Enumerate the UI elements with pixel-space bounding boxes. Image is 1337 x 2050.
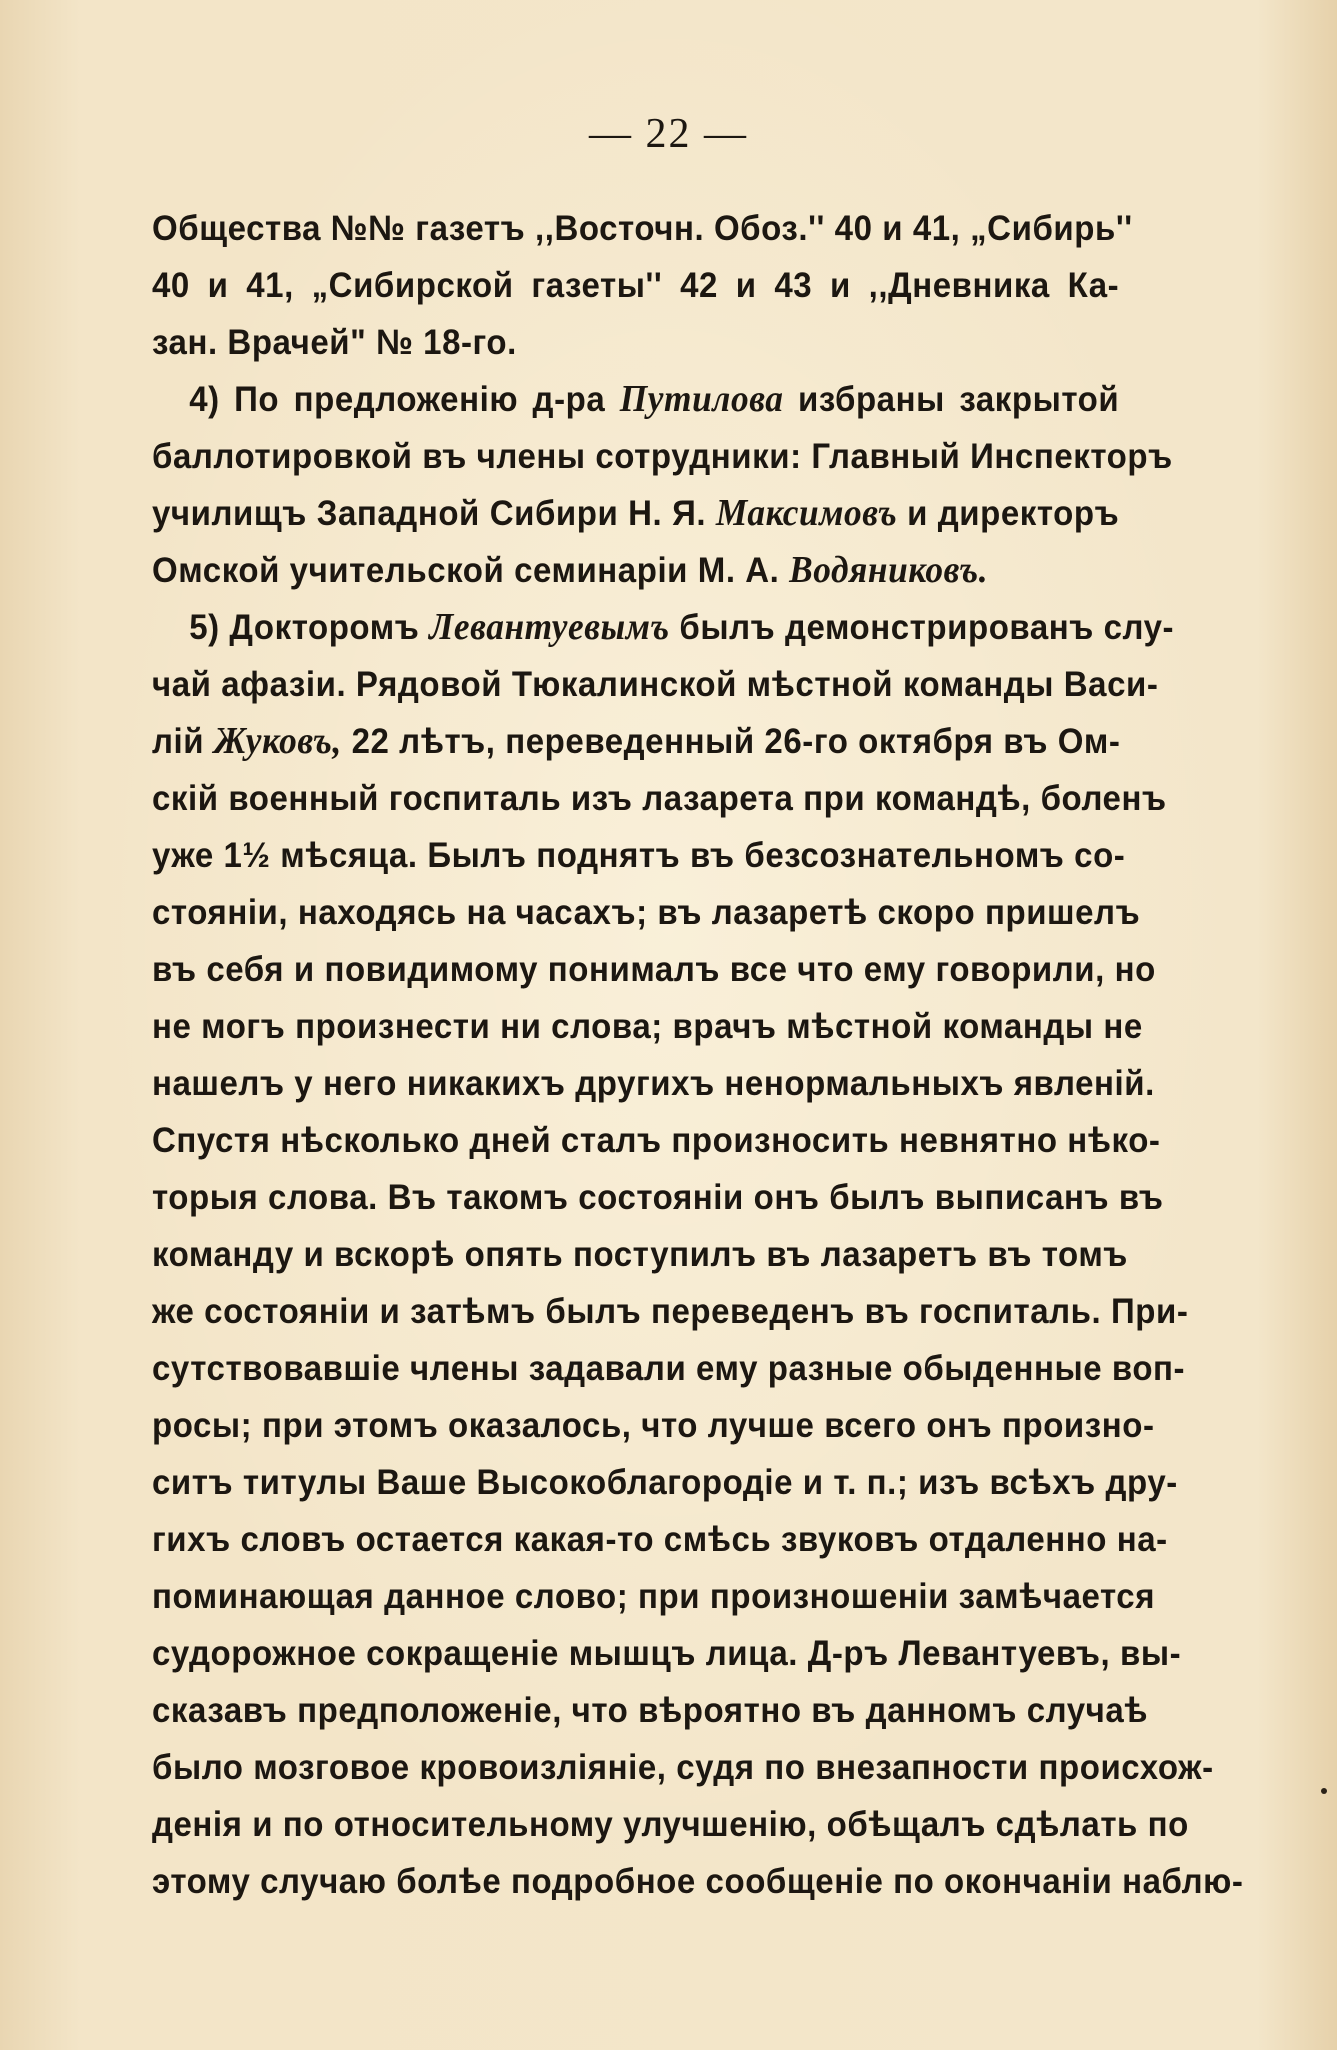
- text-segment: чай афазіи. Рядовой Тюкалинской мѣстной команды Васи-: [152, 664, 1159, 704]
- text-line: [152, 770, 1167, 827]
- text-line: [152, 1796, 1189, 1853]
- text-line: [152, 1112, 1161, 1169]
- text-segment: сутствовавшіе члены задавали ему разные обыденные воп-: [152, 1348, 1186, 1388]
- text-line: [152, 656, 1159, 713]
- text-line: [152, 713, 1119, 770]
- italic-name: Левантуевымъ: [429, 606, 670, 648]
- text-segment: Общества №№ газетъ ,,Восточн. Обоз.'' 40 и 41, „Сибирь'': [152, 208, 1133, 248]
- text-segment: команду и вскорѣ опять поступилъ въ лазаретъ въ томъ: [152, 1234, 1128, 1274]
- text-segment: избраны закрытой: [783, 379, 1120, 419]
- text-line: [152, 599, 1175, 656]
- text-segment: же состояніи и затѣмъ былъ переведенъ въ госпиталь. При-: [152, 1291, 1189, 1331]
- text-line: [152, 1055, 1155, 1112]
- text-line: [152, 998, 1143, 1055]
- text-segment: скій военный госпиталь изъ лазарета при командѣ, боленъ: [152, 778, 1167, 818]
- text-segment: поминающая данное слово; при произношеніи замѣчается: [152, 1576, 1156, 1616]
- text-line: [152, 1169, 1164, 1226]
- text-segment: нашелъ у него никакихъ другихъ ненормальныхъ явленій.: [152, 1063, 1155, 1103]
- text-segment: училищъ Западной Сибири Н. Я.: [152, 493, 716, 533]
- body-text: [152, 200, 1244, 1910]
- text-segment: денія и по относительному улучшенію, обѣщалъ сдѣлать по: [152, 1804, 1189, 1844]
- text-line: [152, 1568, 1156, 1625]
- italic-name: Жуковъ,: [213, 720, 342, 762]
- text-line: [152, 1739, 1214, 1796]
- text-segment: гихъ словъ остается какая-то смѣсь звуковъ отдаленно на-: [152, 1519, 1168, 1559]
- text-line: [152, 1226, 1128, 1283]
- text-segment: было мозговое кровоизліяніе, судя по внезапности происхож-: [152, 1747, 1214, 1787]
- text-line: [152, 1853, 1244, 1910]
- italic-name: Водяниковъ.: [789, 549, 989, 591]
- text-line: [152, 257, 1119, 314]
- text-segment: 4) По предложенію д-ра: [189, 379, 620, 419]
- italic-name: Максимовъ: [715, 492, 898, 534]
- text-segment: судорожное сокращеніе мышцъ лица. Д-ръ Левантуевъ, вы-: [152, 1633, 1182, 1673]
- text-line: [152, 1397, 1155, 1454]
- text-line: [152, 200, 1133, 257]
- text-segment: лій: [152, 721, 214, 761]
- text-line: [152, 827, 1126, 884]
- page-number: — 22 —: [589, 111, 748, 157]
- italic-name: Путилова: [619, 378, 784, 420]
- text-line: [152, 941, 1156, 998]
- text-line: [152, 1625, 1182, 1682]
- text-segment: былъ демонстрированъ слу-: [669, 607, 1175, 647]
- text-segment: 5) Докторомъ: [189, 607, 430, 647]
- text-segment: уже 1½ мѣсяца. Былъ поднятъ въ безсознательномъ со-: [152, 835, 1126, 875]
- text-segment: въ себя и повидимому понималъ все что ему говорили, но: [152, 949, 1156, 989]
- text-line: [152, 1340, 1186, 1397]
- text-line: [152, 1511, 1168, 1568]
- text-segment: Спустя нѣсколько дней сталъ произносить невнятно нѣко-: [152, 1120, 1161, 1160]
- text-segment: 22 лѣтъ, переведенный 26-го октября въ Ом-: [341, 721, 1121, 761]
- text-segment: 40 и 41, „Сибирской газеты'' 42 и 43 и ,,Дневника Ка-: [152, 265, 1120, 305]
- text-line: [152, 542, 1119, 599]
- text-segment: баллотировкой въ члены сотрудники: Главный Инспекторъ: [152, 436, 1173, 476]
- text-line: [152, 1454, 1178, 1511]
- text-line: [152, 485, 1119, 542]
- text-line: [152, 1283, 1189, 1340]
- text-segment: сказавъ предположеніе, что вѣроятно въ данномъ случаѣ: [152, 1690, 1149, 1730]
- text-line: [152, 884, 1141, 941]
- text-segment: Омской учительской семинаріи М. А.: [152, 550, 790, 590]
- text-segment: не могъ произнести ни слова; врачъ мѣстной команды не: [152, 1006, 1143, 1046]
- text-segment: зан. Врачей" № 18-го.: [152, 322, 517, 362]
- text-segment: торыя слова. Въ такомъ состояніи онъ былъ выписанъ въ: [152, 1177, 1164, 1217]
- text-segment: и директоръ: [897, 493, 1120, 533]
- text-segment: росы; при этомъ оказалось, что лучше всего онъ произно-: [152, 1405, 1155, 1445]
- text-segment: ситъ титулы Ваше Высокоблагородіе и т. п.; изъ всѣхъ дру-: [152, 1462, 1178, 1502]
- text-line: [152, 314, 1119, 371]
- text-segment: этому случаю болѣе подробное сообщеніе по окончаніи наблю-: [152, 1861, 1244, 1901]
- text-line: [152, 428, 1173, 485]
- text-line: [152, 1682, 1149, 1739]
- ink-speck: [1321, 1788, 1327, 1794]
- text-segment: стояніи, находясь на часахъ; въ лазаретѣ скоро пришелъ: [152, 892, 1141, 932]
- text-line: [152, 371, 1119, 428]
